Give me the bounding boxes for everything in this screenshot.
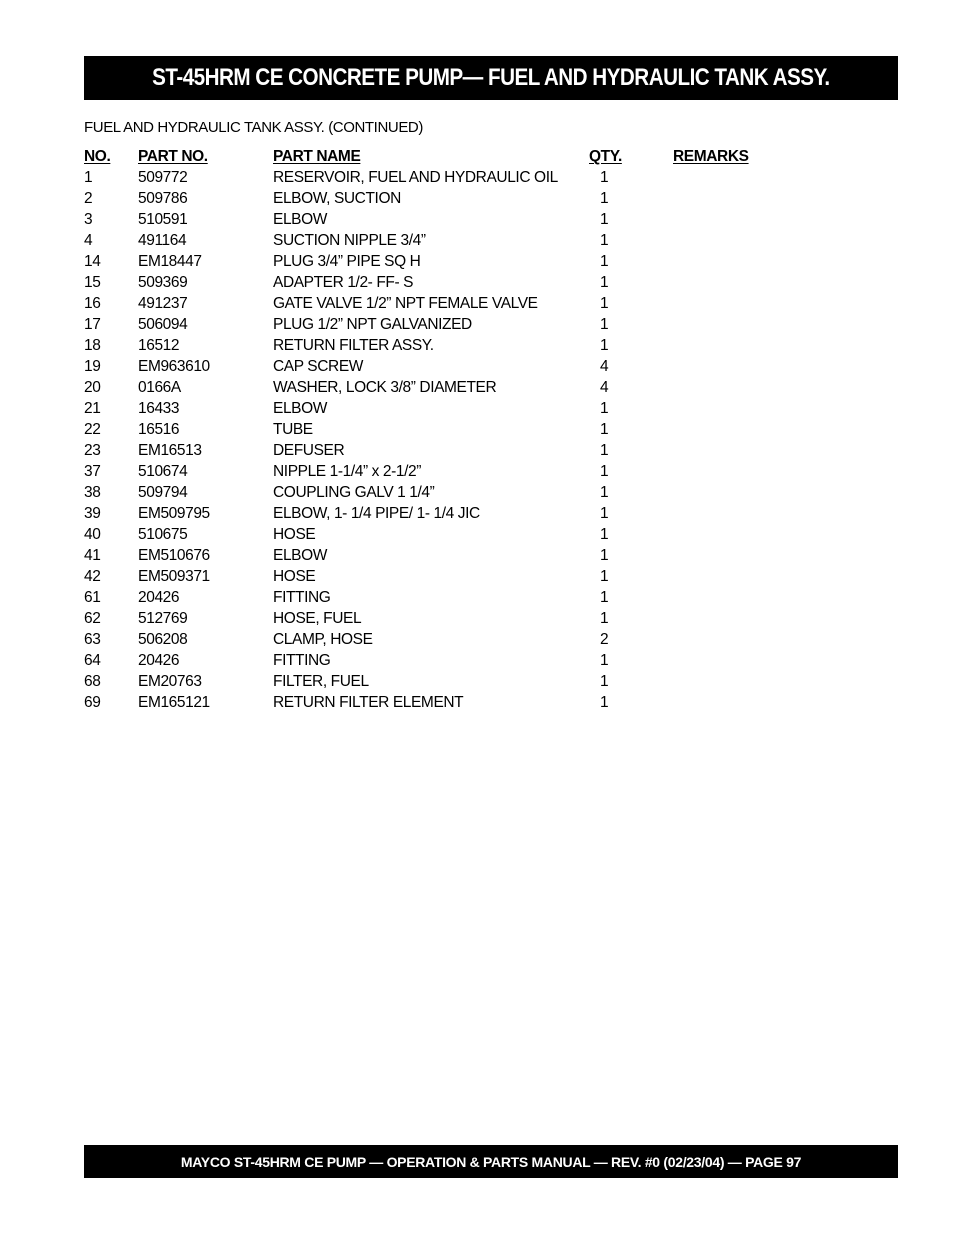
cell-part-name: RETURN FILTER ASSY. <box>273 337 434 354</box>
cell-part-no: 16512 <box>138 337 180 354</box>
table-row <box>84 566 784 587</box>
cell-no: 16 <box>84 295 101 312</box>
cell-qty: 1 <box>600 547 609 564</box>
cell-no: 1 <box>84 169 93 186</box>
table-row <box>84 209 784 230</box>
cell-part-name: CLAMP, HOSE <box>273 631 373 648</box>
table-row <box>84 524 784 545</box>
cell-no: 3 <box>84 211 93 228</box>
cell-qty: 1 <box>600 253 609 270</box>
cell-no: 21 <box>84 400 101 417</box>
cell-part-no: EM165121 <box>138 694 210 711</box>
table-row <box>84 188 784 209</box>
cell-part-name: FITTING <box>273 652 331 669</box>
cell-part-name: HOSE <box>273 526 316 543</box>
table-row <box>84 356 784 377</box>
cell-part-no: EM963610 <box>138 358 210 375</box>
column-header-qty: QTY. <box>589 148 622 165</box>
cell-part-name: ADAPTER 1/2- FF- S <box>273 274 414 291</box>
table-row <box>84 167 784 188</box>
cell-no: 4 <box>84 232 93 249</box>
cell-part-no: 509369 <box>138 274 188 291</box>
page-footer-bar <box>84 1145 898 1178</box>
cell-part-name: NIPPLE 1-1/4” x 2-1/2” <box>273 463 421 480</box>
cell-qty: 4 <box>600 358 609 375</box>
page-title-bar <box>84 56 898 100</box>
table-row <box>84 272 784 293</box>
cell-part-no: 16516 <box>138 421 180 438</box>
table-row <box>84 314 784 335</box>
cell-qty: 1 <box>600 211 609 228</box>
table-row <box>84 545 784 566</box>
table-row <box>84 293 784 314</box>
cell-part-no: EM509795 <box>138 505 210 522</box>
cell-no: 23 <box>84 442 101 459</box>
cell-part-no: 491164 <box>138 232 187 249</box>
table-row <box>84 230 784 251</box>
cell-no: 17 <box>84 316 101 333</box>
cell-no: 18 <box>84 337 101 354</box>
table-row <box>84 398 784 419</box>
cell-qty: 1 <box>600 421 609 438</box>
cell-part-name: ELBOW <box>273 211 327 228</box>
cell-no: 62 <box>84 610 101 627</box>
cell-qty: 1 <box>600 505 609 522</box>
cell-part-name: TUBE <box>273 421 313 438</box>
table-row <box>84 419 784 440</box>
cell-part-no: 509794 <box>138 484 188 501</box>
cell-qty: 1 <box>600 169 609 186</box>
cell-part-no: 512769 <box>138 610 188 627</box>
cell-part-name: PLUG 1/2” NPT GALVANIZED <box>273 316 472 333</box>
cell-part-no: 506208 <box>138 631 188 648</box>
cell-qty: 1 <box>600 673 609 690</box>
cell-part-no: EM20763 <box>138 673 202 690</box>
column-header-remarks: REMARKS <box>673 148 749 165</box>
cell-part-no: EM509371 <box>138 568 210 585</box>
table-row <box>84 461 784 482</box>
table-row <box>84 650 784 671</box>
cell-part-no: 0166A <box>138 379 181 396</box>
cell-qty: 1 <box>600 400 609 417</box>
cell-qty: 1 <box>600 274 609 291</box>
cell-part-name: RETURN FILTER ELEMENT <box>273 694 464 711</box>
table-row <box>84 482 784 503</box>
cell-part-no: 506094 <box>138 316 188 333</box>
table-row <box>84 440 784 461</box>
cell-no: 15 <box>84 274 101 291</box>
cell-part-name: ELBOW <box>273 400 327 417</box>
table-row <box>84 251 784 272</box>
cell-part-no: 509772 <box>138 169 188 186</box>
column-header-no: NO. <box>84 148 111 165</box>
cell-part-no: 509786 <box>138 190 188 207</box>
cell-part-no: 510674 <box>138 463 188 480</box>
cell-qty: 1 <box>600 484 609 501</box>
table-row <box>84 671 784 692</box>
cell-qty: 1 <box>600 316 609 333</box>
cell-no: 40 <box>84 526 101 543</box>
cell-qty: 1 <box>600 232 609 249</box>
cell-no: 69 <box>84 694 101 711</box>
column-header-part-no: PART NO. <box>138 148 208 165</box>
cell-qty: 1 <box>600 295 609 312</box>
cell-no: 14 <box>84 253 101 270</box>
table-row <box>84 335 784 356</box>
cell-part-name: WASHER, LOCK 3/8” DIAMETER <box>273 379 497 396</box>
cell-no: 42 <box>84 568 101 585</box>
table-row <box>84 629 784 650</box>
cell-part-no: 20426 <box>138 652 180 669</box>
table-row <box>84 377 784 398</box>
cell-part-name: PLUG 3/4” PIPE SQ H <box>273 253 421 270</box>
column-header-part-name: PART NAME <box>273 148 361 165</box>
cell-qty: 1 <box>600 610 609 627</box>
cell-part-name: RESERVOIR, FUEL AND HYDRAULIC OIL <box>273 169 558 186</box>
cell-qty: 1 <box>600 463 609 480</box>
cell-part-no: EM16513 <box>138 442 202 459</box>
cell-part-no: 491237 <box>138 295 188 312</box>
cell-no: 19 <box>84 358 101 375</box>
table-body <box>84 167 784 713</box>
cell-qty: 2 <box>600 631 609 648</box>
cell-no: 41 <box>84 547 101 564</box>
cell-part-name: GATE VALVE 1/2” NPT FEMALE VALVE <box>273 295 538 312</box>
page-footer: MAYCO ST-45HRM CE PUMP — OPERATION & PARTS MANUAL — REV. #0 (02/23/04) — PAGE 97 <box>180 1153 802 1170</box>
cell-qty: 1 <box>600 526 609 543</box>
cell-part-name: FITTING <box>273 589 331 606</box>
table-row <box>84 587 784 608</box>
table-row <box>84 503 784 524</box>
cell-part-no: EM510676 <box>138 547 210 564</box>
cell-part-no: 16433 <box>138 400 180 417</box>
table-row <box>84 692 784 713</box>
cell-part-name: ELBOW, SUCTION <box>273 190 401 207</box>
cell-part-no: EM18447 <box>138 253 202 270</box>
cell-part-name: COUPLING GALV 1 1/4” <box>273 484 435 501</box>
cell-no: 61 <box>84 589 101 606</box>
page-title: ST-45HRM CE CONCRETE PUMP— FUEL AND HYDRAULIC TANK ASSY. <box>152 64 830 91</box>
cell-part-name: HOSE, FUEL <box>273 610 362 627</box>
cell-no: 39 <box>84 505 101 522</box>
cell-part-no: 510675 <box>138 526 188 543</box>
cell-no: 63 <box>84 631 101 648</box>
cell-qty: 1 <box>600 568 609 585</box>
cell-no: 2 <box>84 190 93 207</box>
cell-qty: 1 <box>600 652 609 669</box>
cell-qty: 4 <box>600 379 609 396</box>
cell-no: 38 <box>84 484 101 501</box>
cell-no: 64 <box>84 652 101 669</box>
cell-part-no: 510591 <box>138 211 188 228</box>
cell-part-name: SUCTION NIPPLE 3/4” <box>273 232 426 249</box>
cell-part-name: HOSE <box>273 568 316 585</box>
cell-qty: 1 <box>600 694 609 711</box>
cell-part-no: 20426 <box>138 589 180 606</box>
cell-no: 37 <box>84 463 101 480</box>
cell-no: 22 <box>84 421 101 438</box>
cell-no: 68 <box>84 673 101 690</box>
cell-qty: 1 <box>600 442 609 459</box>
cell-part-name: DEFUSER <box>273 442 345 459</box>
parts-table <box>84 146 784 713</box>
cell-part-name: ELBOW <box>273 547 327 564</box>
cell-part-name: FILTER, FUEL <box>273 673 369 690</box>
cell-part-name: ELBOW, 1- 1/4 PIPE/ 1- 1/4 JIC <box>273 505 480 522</box>
cell-part-name: CAP SCREW <box>273 358 363 375</box>
cell-qty: 1 <box>600 337 609 354</box>
cell-qty: 1 <box>600 190 609 207</box>
section-heading: FUEL AND HYDRAULIC TANK ASSY. (CONTINUED) <box>84 119 423 136</box>
cell-qty: 1 <box>600 589 609 606</box>
table-header-row <box>84 146 784 167</box>
table-row <box>84 608 784 629</box>
cell-no: 20 <box>84 379 101 396</box>
